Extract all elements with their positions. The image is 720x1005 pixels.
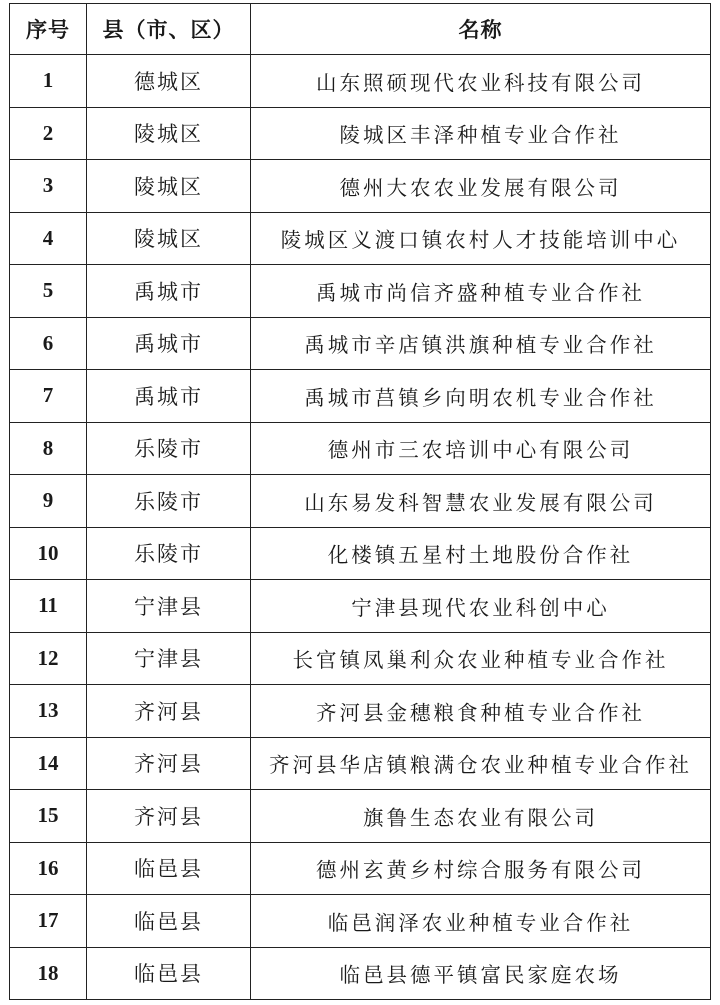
organization-name-cell: 德州玄黄乡村综合服务有限公司 xyxy=(251,842,711,895)
county-cell: 齐河县 xyxy=(87,737,251,790)
table-header xyxy=(10,4,711,55)
serial-number-cell: 13 xyxy=(10,685,87,738)
table-row xyxy=(10,55,711,108)
serial-number-cell: 14 xyxy=(10,737,87,790)
organization-name-cell: 陵城区义渡口镇农村人才技能培训中心 xyxy=(251,212,711,265)
serial-number-cell: 10 xyxy=(10,527,87,580)
county-cell: 临邑县 xyxy=(87,895,251,948)
table-row xyxy=(10,580,711,633)
table-row xyxy=(10,527,711,580)
table-row xyxy=(10,317,711,370)
organization-name-cell: 禹城市尚信齐盛种植专业合作社 xyxy=(251,265,711,318)
county-cell: 宁津县 xyxy=(87,632,251,685)
table-row xyxy=(10,790,711,843)
county-cell: 乐陵市 xyxy=(87,527,251,580)
county-cell: 临邑县 xyxy=(87,842,251,895)
serial-number-cell: 16 xyxy=(10,842,87,895)
table-row xyxy=(10,370,711,423)
organization-name-cell: 禹城市辛店镇洪旗种植专业合作社 xyxy=(251,317,711,370)
county-cell: 陵城区 xyxy=(87,160,251,213)
table-row xyxy=(10,685,711,738)
table-row xyxy=(10,842,711,895)
serial-number-cell: 5 xyxy=(10,265,87,318)
county-cell: 乐陵市 xyxy=(87,422,251,475)
table-row xyxy=(10,737,711,790)
county-cell: 禹城市 xyxy=(87,265,251,318)
table-row xyxy=(10,265,711,318)
serial-number-cell: 7 xyxy=(10,370,87,423)
organization-name-cell: 德州市三农培训中心有限公司 xyxy=(251,422,711,475)
table-row xyxy=(10,160,711,213)
serial-number-cell: 9 xyxy=(10,475,87,528)
organization-name-cell: 宁津县现代农业科创中心 xyxy=(251,580,711,633)
county-cell: 乐陵市 xyxy=(87,475,251,528)
table-row xyxy=(10,947,711,1000)
organization-name-cell: 齐河县华店镇粮满仓农业种植专业合作社 xyxy=(251,737,711,790)
header-county: 县（市、区） xyxy=(87,4,251,55)
county-cell: 齐河县 xyxy=(87,790,251,843)
table-row xyxy=(10,422,711,475)
county-cell: 临邑县 xyxy=(87,947,251,1000)
county-cell: 齐河县 xyxy=(87,685,251,738)
organization-name-cell: 旗鲁生态农业有限公司 xyxy=(251,790,711,843)
document-page xyxy=(9,3,710,1000)
table-row xyxy=(10,632,711,685)
header-name: 名称 xyxy=(251,4,711,55)
organization-name-cell: 山东照硕现代农业科技有限公司 xyxy=(251,55,711,108)
serial-number-cell: 15 xyxy=(10,790,87,843)
organization-name-cell: 禹城市莒镇乡向明农机专业合作社 xyxy=(251,370,711,423)
county-cell: 宁津县 xyxy=(87,580,251,633)
table-row xyxy=(10,475,711,528)
organization-name-cell: 德州大农农业发展有限公司 xyxy=(251,160,711,213)
table-row xyxy=(10,895,711,948)
header-serial-number: 序号 xyxy=(10,4,87,55)
organization-table xyxy=(9,3,711,1000)
serial-number-cell: 8 xyxy=(10,422,87,475)
serial-number-cell: 2 xyxy=(10,107,87,160)
county-cell: 德城区 xyxy=(87,55,251,108)
table-row xyxy=(10,107,711,160)
serial-number-cell: 3 xyxy=(10,160,87,213)
organization-name-cell: 陵城区丰泽种植专业合作社 xyxy=(251,107,711,160)
serial-number-cell: 1 xyxy=(10,55,87,108)
county-cell: 禹城市 xyxy=(87,317,251,370)
header-row xyxy=(10,4,711,55)
serial-number-cell: 4 xyxy=(10,212,87,265)
table-row xyxy=(10,212,711,265)
organization-name-cell: 长官镇凤巢利众农业种植专业合作社 xyxy=(251,632,711,685)
organization-name-cell: 山东易发科智慧农业发展有限公司 xyxy=(251,475,711,528)
serial-number-cell: 11 xyxy=(10,580,87,633)
serial-number-cell: 12 xyxy=(10,632,87,685)
table-body xyxy=(10,55,711,1000)
county-cell: 禹城市 xyxy=(87,370,251,423)
serial-number-cell: 17 xyxy=(10,895,87,948)
serial-number-cell: 6 xyxy=(10,317,87,370)
county-cell: 陵城区 xyxy=(87,107,251,160)
organization-name-cell: 临邑润泽农业种植专业合作社 xyxy=(251,895,711,948)
serial-number-cell: 18 xyxy=(10,947,87,1000)
county-cell: 陵城区 xyxy=(87,212,251,265)
organization-name-cell: 临邑县德平镇富民家庭农场 xyxy=(251,947,711,1000)
organization-name-cell: 齐河县金穗粮食种植专业合作社 xyxy=(251,685,711,738)
organization-name-cell: 化楼镇五星村土地股份合作社 xyxy=(251,527,711,580)
